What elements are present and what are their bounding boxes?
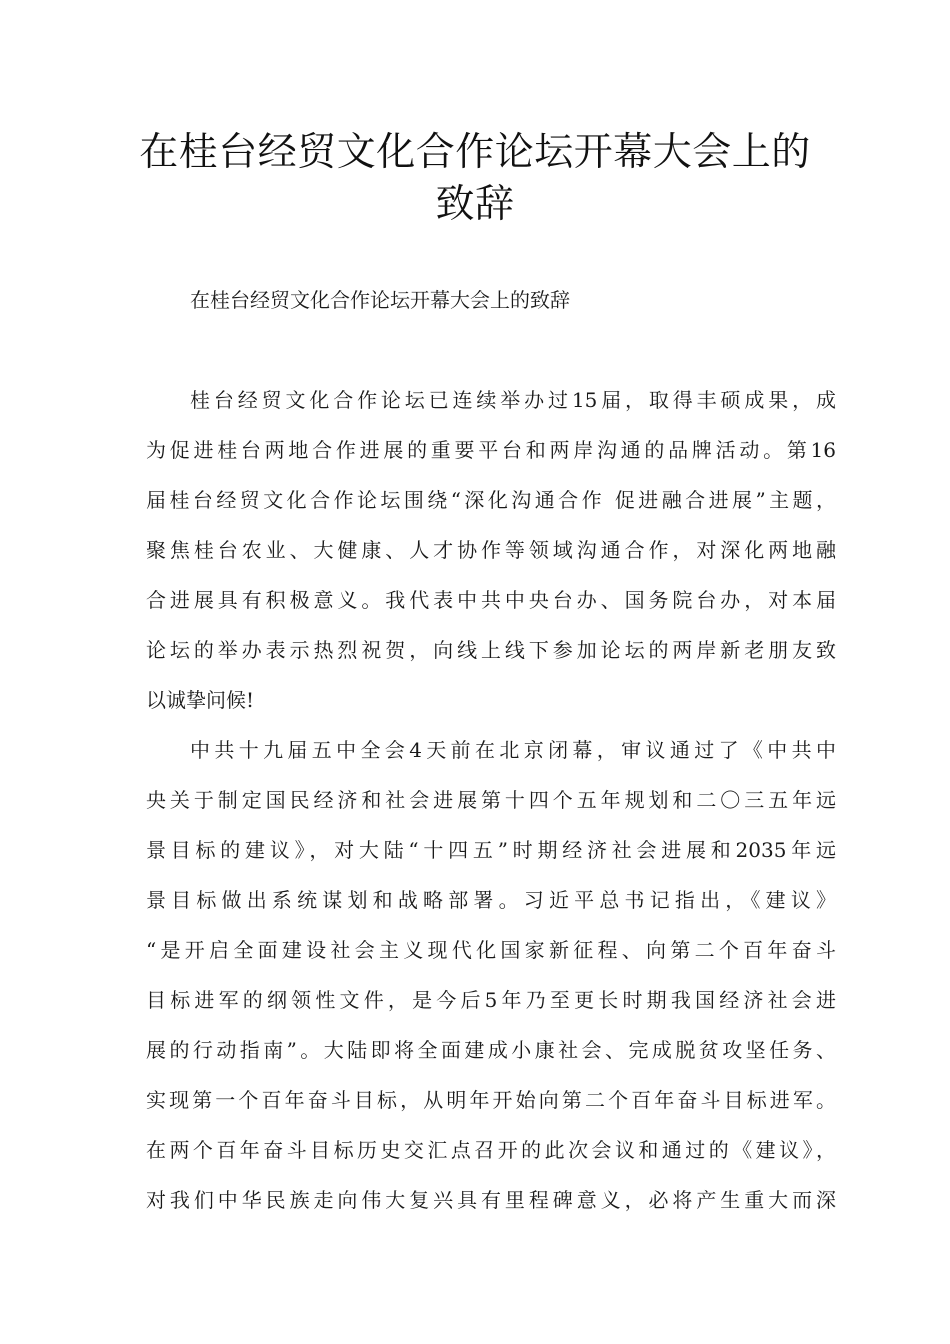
paragraph-2-line: 景目标做出系统谋划和战略部署。习近平总书记指出，《建议》 xyxy=(146,888,836,912)
document-subtitle: 在桂台经贸文化合作论坛开幕大会上的致辞 xyxy=(190,288,570,312)
document-title-line-2: 致辞 xyxy=(435,182,515,227)
paragraph-2-line: 景目标的建议》，对大陆“十四五”时期经济社会进展和2035年远 xyxy=(146,838,836,862)
paragraph-2-line: 目标进军的纲领性文件，是今后5年乃至更长时期我国经济社会进 xyxy=(146,988,836,1012)
paragraph-1-line: 聚焦桂台农业、大健康、人才协作等领域沟通合作，对深化两地融 xyxy=(146,538,836,562)
paragraph-1-line: 以诚挚问候! xyxy=(146,688,255,712)
paragraph-1-line: 为促进桂台两地合作进展的重要平台和两岸沟通的品牌活动。第16 xyxy=(146,438,836,462)
paragraph-1-line: 合进展具有积极意义。我代表中共中央台办、国务院台办，对本届 xyxy=(146,588,836,612)
paragraph-1-line: 论坛的举办表示热烈祝贺，向线上线下参加论坛的两岸新老朋友致 xyxy=(146,638,836,662)
paragraph-2-line: 展的行动指南”。大陆即将全面建成小康社会、完成脱贫攻坚任务、 xyxy=(146,1038,836,1062)
paragraph-1-line: 桂台经贸文化合作论坛已连续举办过15届，取得丰硕成果，成 xyxy=(190,388,836,412)
paragraph-1-line: 届桂台经贸文化合作论坛围绕“深化沟通合作 促进融合进展”主题， xyxy=(146,488,836,512)
paragraph-2-line: 对我们中华民族走向伟大复兴具有里程碑意义，必将产生重大而深 xyxy=(146,1188,836,1212)
paragraph-2-line: 在两个百年奋斗目标历史交汇点召开的此次会议和通过的《建议》， xyxy=(146,1138,836,1162)
document-title-line-1: 在桂台经贸文化合作论坛开幕大会上的 xyxy=(139,130,811,175)
paragraph-2-line: “是开启全面建设社会主义现代化国家新征程、向第二个百年奋斗 xyxy=(146,938,836,962)
paragraph-2-line: 实现第一个百年奋斗目标，从明年开始向第二个百年奋斗目标进军。 xyxy=(146,1088,836,1112)
paragraph-2-line: 中共十九届五中全会4天前在北京闭幕，审议通过了《中共中 xyxy=(190,738,836,762)
paragraph-2-line: 央关于制定国民经济和社会进展第十四个五年规划和二〇三五年远 xyxy=(146,788,836,812)
